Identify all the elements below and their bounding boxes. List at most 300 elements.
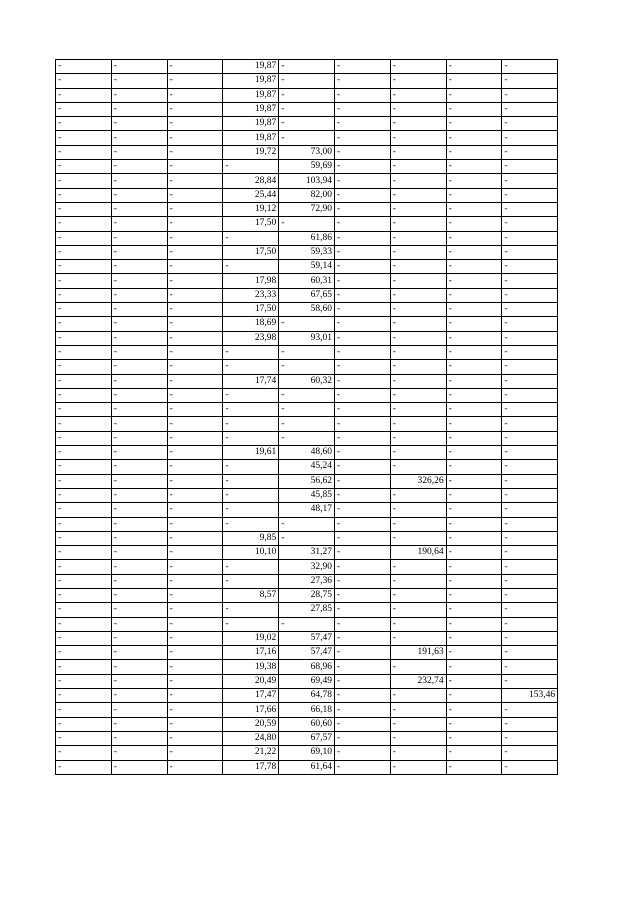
table-cell: -: [167, 188, 223, 202]
table-row: [56, 446, 558, 460]
table-cell: -: [167, 231, 223, 245]
table-cell: -: [56, 188, 112, 202]
table-cell: -: [111, 731, 167, 745]
table-cell: -: [390, 145, 446, 159]
table-cell: -: [56, 102, 112, 116]
table-cell: -: [334, 317, 390, 331]
table-cell: -: [502, 674, 558, 688]
table-cell: -: [502, 88, 558, 102]
table-cell: -: [167, 331, 223, 345]
table-cell: -: [111, 245, 167, 259]
table-cell: -: [167, 631, 223, 645]
table-cell: -: [334, 345, 390, 359]
table-cell: -: [390, 689, 446, 703]
table-cell: -: [56, 674, 112, 688]
table-row: [56, 217, 558, 231]
table-cell: -: [390, 746, 446, 760]
table-cell: -: [167, 374, 223, 388]
table-cell: 17,47: [223, 689, 279, 703]
table-cell: -: [334, 760, 390, 774]
table-cell: -: [390, 446, 446, 460]
table-cell: -: [56, 517, 112, 531]
table-cell: -: [390, 131, 446, 145]
table-cell: -: [111, 546, 167, 560]
table-row: [56, 245, 558, 259]
table-cell: 66,18: [279, 703, 335, 717]
table-cell: -: [167, 431, 223, 445]
table-cell: -: [446, 245, 502, 259]
table-cell: -: [390, 431, 446, 445]
table-cell: -: [111, 303, 167, 317]
table-cell: 23,98: [223, 331, 279, 345]
table-cell: -: [334, 288, 390, 302]
table-cell: -: [56, 288, 112, 302]
table-cell: -: [334, 588, 390, 602]
table-cell: -: [223, 503, 279, 517]
table-cell: -: [390, 588, 446, 602]
table-cell: -: [334, 131, 390, 145]
table-cell: -: [111, 88, 167, 102]
table-cell: -: [223, 474, 279, 488]
table-cell: -: [334, 531, 390, 545]
table-cell: -: [446, 646, 502, 660]
table-cell: -: [56, 760, 112, 774]
table-cell: -: [167, 117, 223, 131]
table-row: [56, 703, 558, 717]
table-cell: -: [390, 317, 446, 331]
table-cell: -: [334, 188, 390, 202]
table-cell: -: [390, 503, 446, 517]
table-cell: -: [167, 345, 223, 359]
table-cell: -: [502, 374, 558, 388]
table-cell: 61,86: [279, 231, 335, 245]
table-cell: -: [390, 160, 446, 174]
table-row: [56, 317, 558, 331]
table-row: [56, 303, 558, 317]
table-cell: -: [167, 303, 223, 317]
table-cell: -: [334, 546, 390, 560]
table-cell: -: [56, 717, 112, 731]
table-cell: -: [334, 174, 390, 188]
table-cell: -: [502, 345, 558, 359]
table-cell: -: [502, 517, 558, 531]
table-row: [56, 488, 558, 502]
table-cell: 19,87: [223, 102, 279, 116]
table-row: [56, 503, 558, 517]
table-cell: -: [502, 174, 558, 188]
table-cell: -: [502, 403, 558, 417]
table-cell: 28,84: [223, 174, 279, 188]
table-cell: -: [502, 446, 558, 460]
table-cell: 17,66: [223, 703, 279, 717]
table-cell: 58,60: [279, 303, 335, 317]
table-cell: -: [334, 245, 390, 259]
table-cell: -: [502, 603, 558, 617]
table-cell: -: [111, 503, 167, 517]
table-cell: -: [334, 717, 390, 731]
table-cell: -: [502, 60, 558, 74]
table-cell: -: [56, 317, 112, 331]
table-cell: -: [111, 717, 167, 731]
table-cell: -: [446, 117, 502, 131]
table-cell: -: [279, 417, 335, 431]
table-cell: -: [56, 403, 112, 417]
table-cell: 59,14: [279, 260, 335, 274]
table-row: [56, 431, 558, 445]
table-cell: -: [390, 274, 446, 288]
table-row: [56, 531, 558, 545]
table-cell: -: [111, 660, 167, 674]
table-cell: -: [390, 345, 446, 359]
table-cell: -: [56, 388, 112, 402]
table-cell: -: [56, 174, 112, 188]
table-cell: -: [279, 531, 335, 545]
table-cell: -: [502, 188, 558, 202]
table-row: [56, 403, 558, 417]
table-cell: -: [167, 403, 223, 417]
table-cell: -: [279, 345, 335, 359]
table-cell: -: [502, 703, 558, 717]
table-cell: 32,90: [279, 560, 335, 574]
table-cell: -: [111, 274, 167, 288]
table-cell: -: [446, 689, 502, 703]
table-row: [56, 560, 558, 574]
table-cell: -: [111, 202, 167, 216]
table-row: [56, 160, 558, 174]
table-cell: -: [446, 202, 502, 216]
table-cell: -: [390, 374, 446, 388]
table-cell: 57,47: [279, 646, 335, 660]
table-cell: -: [167, 660, 223, 674]
table-cell: -: [111, 74, 167, 88]
table-cell: -: [223, 403, 279, 417]
table-cell: -: [334, 560, 390, 574]
table-cell: -: [446, 674, 502, 688]
table-cell: -: [56, 531, 112, 545]
table-cell: -: [390, 731, 446, 745]
table-cell: -: [446, 231, 502, 245]
table-cell: -: [167, 388, 223, 402]
table-cell: -: [390, 60, 446, 74]
table-cell: 72,90: [279, 202, 335, 216]
table-cell: 67,65: [279, 288, 335, 302]
table-cell: -: [390, 603, 446, 617]
table-cell: -: [502, 717, 558, 731]
table-cell: -: [279, 60, 335, 74]
data-table: [55, 59, 558, 775]
table-cell: 17,50: [223, 217, 279, 231]
table-row: [56, 274, 558, 288]
table-cell: -: [167, 131, 223, 145]
table-cell: -: [167, 546, 223, 560]
table-cell: -: [56, 546, 112, 560]
table-cell: 9,85: [223, 531, 279, 545]
table-cell: -: [502, 231, 558, 245]
table-cell: -: [111, 560, 167, 574]
table-cell: -: [334, 460, 390, 474]
table-cell: -: [334, 503, 390, 517]
table-cell: -: [390, 231, 446, 245]
table-cell: -: [167, 574, 223, 588]
table-cell: -: [167, 531, 223, 545]
table-cell: -: [446, 260, 502, 274]
table-cell: -: [167, 174, 223, 188]
table-cell: 82,00: [279, 188, 335, 202]
table-row: [56, 145, 558, 159]
table-cell: -: [390, 488, 446, 502]
table-cell: 56,62: [279, 474, 335, 488]
table-cell: -: [502, 331, 558, 345]
table-cell: -: [223, 460, 279, 474]
table-cell: -: [111, 217, 167, 231]
table-cell: -: [446, 717, 502, 731]
table-row: [56, 603, 558, 617]
table-cell: -: [446, 160, 502, 174]
table-cell: -: [334, 689, 390, 703]
table-row: [56, 202, 558, 216]
table-cell: -: [167, 460, 223, 474]
table-row: [56, 231, 558, 245]
table-body: [56, 60, 558, 775]
table-cell: 27,36: [279, 574, 335, 588]
table-cell: -: [334, 631, 390, 645]
table-cell: -: [167, 731, 223, 745]
table-cell: -: [167, 760, 223, 774]
table-row: [56, 188, 558, 202]
table-cell: -: [334, 617, 390, 631]
table-cell: -: [502, 317, 558, 331]
table-cell: -: [390, 303, 446, 317]
table-cell: -: [390, 188, 446, 202]
table-cell: -: [167, 317, 223, 331]
table-cell: -: [390, 760, 446, 774]
table-cell: -: [167, 446, 223, 460]
table-cell: -: [502, 560, 558, 574]
table-cell: -: [56, 217, 112, 231]
table-cell: -: [446, 74, 502, 88]
table-cell: 69,49: [279, 674, 335, 688]
table-cell: 21,22: [223, 746, 279, 760]
table-cell: -: [334, 202, 390, 216]
table-cell: 60,32: [279, 374, 335, 388]
table-row: [56, 731, 558, 745]
table-cell: -: [502, 117, 558, 131]
table-cell: -: [111, 374, 167, 388]
table-cell: -: [56, 474, 112, 488]
table-cell: -: [446, 174, 502, 188]
table-cell: -: [446, 345, 502, 359]
table-cell: 19,87: [223, 74, 279, 88]
table-cell: -: [111, 102, 167, 116]
table-cell: -: [446, 417, 502, 431]
table-cell: -: [56, 617, 112, 631]
table-cell: -: [446, 588, 502, 602]
table-cell: -: [56, 646, 112, 660]
table-cell: -: [56, 703, 112, 717]
table-cell: -: [167, 60, 223, 74]
table-cell: -: [111, 60, 167, 74]
table-row: [56, 74, 558, 88]
table-cell: 20,49: [223, 674, 279, 688]
table-cell: 19,87: [223, 131, 279, 145]
table-cell: -: [111, 431, 167, 445]
table-cell: -: [502, 660, 558, 674]
table-cell: -: [334, 88, 390, 102]
table-cell: -: [334, 446, 390, 460]
table-cell: 17,74: [223, 374, 279, 388]
table-cell: 27,85: [279, 603, 335, 617]
table-cell: -: [334, 303, 390, 317]
table-cell: -: [446, 731, 502, 745]
table-cell: -: [111, 117, 167, 131]
table-cell: -: [111, 474, 167, 488]
table-cell: -: [223, 160, 279, 174]
table-cell: 93,01: [279, 331, 335, 345]
table-cell: -: [56, 274, 112, 288]
table-row: [56, 345, 558, 359]
table-row: [56, 588, 558, 602]
table-cell: -: [502, 202, 558, 216]
table-cell: -: [56, 660, 112, 674]
table-cell: -: [446, 603, 502, 617]
table-cell: -: [111, 160, 167, 174]
table-cell: -: [502, 474, 558, 488]
table-cell: -: [223, 417, 279, 431]
table-cell: -: [390, 703, 446, 717]
table-cell: -: [56, 631, 112, 645]
table-cell: -: [167, 674, 223, 688]
table-cell: -: [334, 231, 390, 245]
table-row: [56, 617, 558, 631]
table-cell: -: [111, 388, 167, 402]
table-row: [56, 746, 558, 760]
table-row: [56, 388, 558, 402]
table-cell: -: [56, 88, 112, 102]
table-cell: -: [390, 245, 446, 259]
table-cell: -: [334, 646, 390, 660]
table-cell: -: [446, 188, 502, 202]
table-cell: 17,98: [223, 274, 279, 288]
table-cell: -: [111, 417, 167, 431]
table-cell: -: [502, 417, 558, 431]
table-cell: -: [167, 417, 223, 431]
table-row: [56, 689, 558, 703]
table-cell: -: [502, 488, 558, 502]
table-cell: -: [446, 703, 502, 717]
table-cell: -: [279, 388, 335, 402]
table-cell: -: [502, 731, 558, 745]
table-cell: -: [223, 388, 279, 402]
table-cell: -: [446, 331, 502, 345]
table-cell: -: [334, 488, 390, 502]
table-cell: -: [446, 360, 502, 374]
table-cell: -: [334, 746, 390, 760]
table-cell: -: [446, 274, 502, 288]
table-cell: -: [502, 574, 558, 588]
table-cell: -: [167, 274, 223, 288]
table-cell: -: [334, 160, 390, 174]
table-cell: -: [223, 603, 279, 617]
table-cell: -: [502, 217, 558, 231]
table-cell: -: [223, 488, 279, 502]
table-cell: -: [334, 703, 390, 717]
table-cell: -: [502, 746, 558, 760]
table-cell: -: [446, 217, 502, 231]
table-cell: -: [502, 303, 558, 317]
table-cell: -: [56, 360, 112, 374]
table-cell: 67,57: [279, 731, 335, 745]
table-cell: -: [390, 417, 446, 431]
table-cell: -: [279, 517, 335, 531]
table-cell: -: [502, 131, 558, 145]
table-cell: -: [334, 660, 390, 674]
table-cell: -: [223, 560, 279, 574]
table-cell: 326,26: [390, 474, 446, 488]
table-cell: -: [111, 360, 167, 374]
table-cell: -: [502, 145, 558, 159]
table-cell: -: [502, 631, 558, 645]
table-cell: -: [502, 288, 558, 302]
table-cell: -: [167, 517, 223, 531]
table-cell: -: [390, 260, 446, 274]
table-cell: -: [334, 517, 390, 531]
table-cell: 153,46: [502, 689, 558, 703]
table-cell: -: [111, 345, 167, 359]
table-cell: -: [111, 746, 167, 760]
table-cell: -: [279, 117, 335, 131]
table-cell: -: [390, 360, 446, 374]
table-cell: -: [446, 517, 502, 531]
table-cell: 17,50: [223, 303, 279, 317]
table-cell: -: [390, 660, 446, 674]
table-cell: -: [279, 74, 335, 88]
table-cell: -: [502, 617, 558, 631]
table-cell: -: [56, 117, 112, 131]
table-cell: -: [446, 631, 502, 645]
table-cell: -: [390, 288, 446, 302]
table-cell: 24,80: [223, 731, 279, 745]
table-cell: -: [502, 531, 558, 545]
table-cell: 23,33: [223, 288, 279, 302]
table-row: [56, 331, 558, 345]
table-cell: -: [279, 102, 335, 116]
table-cell: -: [334, 431, 390, 445]
table-cell: 190,64: [390, 546, 446, 560]
table-cell: -: [167, 145, 223, 159]
table-cell: -: [111, 145, 167, 159]
table-row: [56, 260, 558, 274]
table-cell: -: [56, 331, 112, 345]
table-cell: -: [111, 188, 167, 202]
table-cell: -: [390, 202, 446, 216]
table-cell: -: [502, 274, 558, 288]
table-cell: -: [167, 217, 223, 231]
table-cell: -: [223, 260, 279, 274]
table-cell: -: [334, 260, 390, 274]
table-cell: -: [446, 560, 502, 574]
table-cell: -: [390, 560, 446, 574]
table-row: [56, 417, 558, 431]
table-cell: -: [167, 717, 223, 731]
table-cell: -: [223, 345, 279, 359]
table-cell: -: [390, 102, 446, 116]
table-cell: 17,78: [223, 760, 279, 774]
table-row: [56, 88, 558, 102]
table-cell: -: [56, 503, 112, 517]
table-cell: -: [446, 617, 502, 631]
table-cell: -: [279, 88, 335, 102]
table-cell: 28,75: [279, 588, 335, 602]
